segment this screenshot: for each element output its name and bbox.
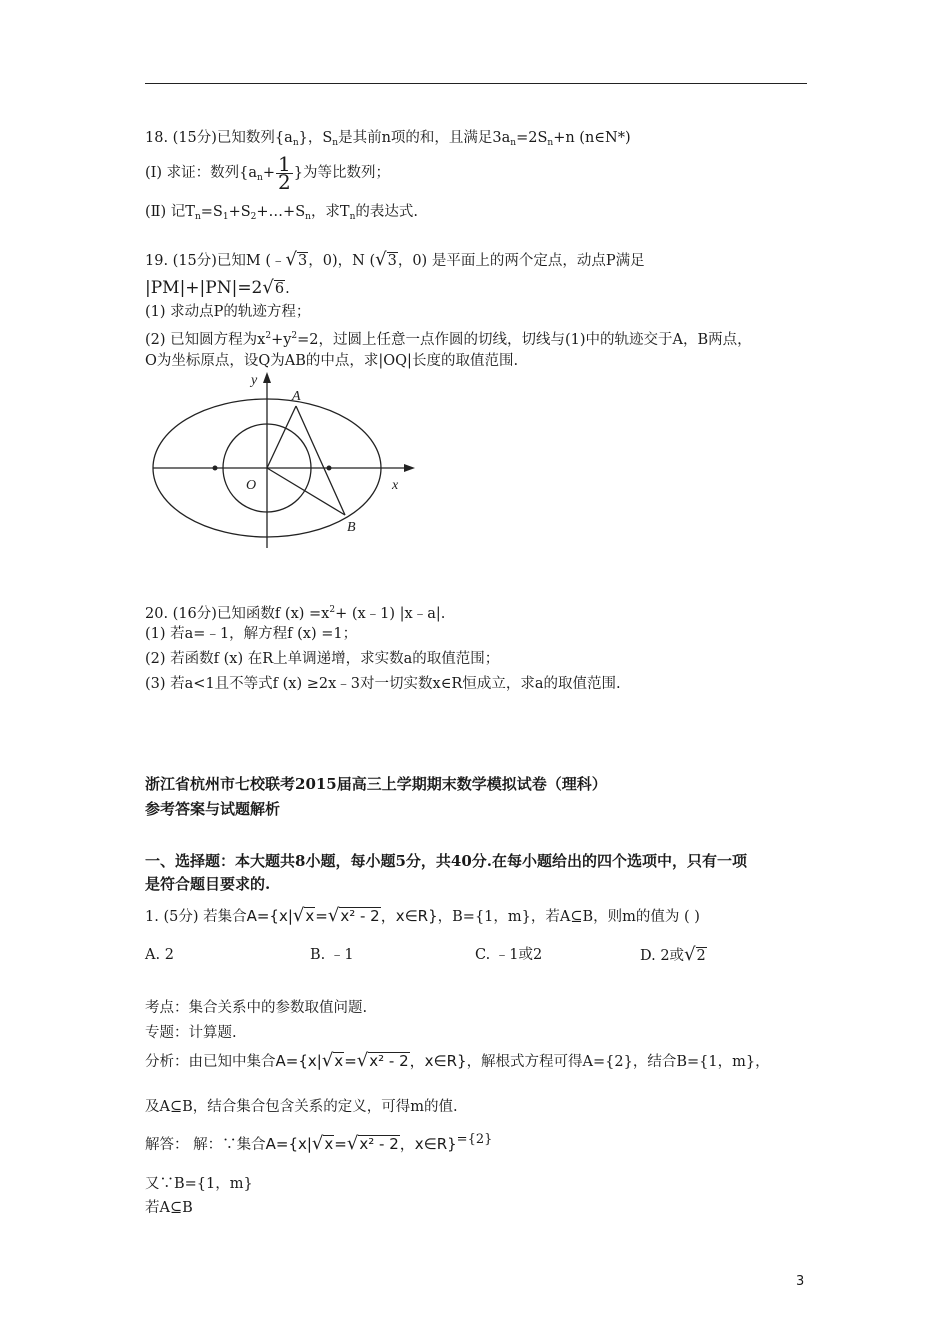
ruo-line: 若A⊆B [145,1200,193,1216]
label-a: A [292,389,301,404]
q19-line3: (1) 求动点P的轨迹方程； [145,304,311,320]
set-expression: A={x|√x=√x² - 2，x∈R} [246,905,438,926]
option-b: B. ﹣1 [310,947,354,963]
you-line: 又∵B={1，m} [145,1176,253,1192]
q18-part2: (Ⅱ) 记$T_n=S_1+S_2+\dots+S_n$，求$T_n$的表达式. [145,204,419,222]
q19-line4: (2) 已知圆方程为$x^2+y^2=2$，过圆上任意一点作圆的切线，切线与(1)中的轨迹交于A，B两点， [145,331,752,348]
y-axis-arrow [263,372,271,383]
label-y: y [251,373,258,388]
segment-oa [267,406,296,468]
fraction-one-half: $\frac{1}{2}$ [277,151,291,194]
q20-line4: (3) 若a<1且不等式f (x) ≥2x﹣3对一切实数x∈R恒成立，求a的取值范围. [145,676,621,692]
option-c: C. ﹣1或2 [475,947,543,963]
focus-right [327,466,332,471]
label-x: x [392,478,399,493]
tangent-ab [296,406,345,515]
option-d: D. 2或√2 [640,944,706,965]
q19-line2: |PM|+|PN|=2√6. [145,277,290,298]
x-axis-arrow [404,464,415,472]
answers-title: 浙江省杭州市七校联考2015届高三上学期期末数学模拟试卷（理科） [145,775,607,793]
q18-part1: (Ⅰ) 求证：数列{$a_n+$ $\frac{1}{2}$ }为等比数列； [145,151,390,194]
sqrt-3: √3 [285,249,308,270]
answers-subtitle: 参考答案与试题解析 [145,800,281,818]
focus-left [213,466,218,471]
q19-line5: O为坐标原点，设Q为AB的中点，求|OQ|长度的取值范围. [145,353,519,369]
q20-line1: 20. (16分)已知函数f $(x) =x^2+$ (x﹣1) |x﹣a|. [145,605,446,622]
fenxi-line2: 及A⊆B，结合集合包含关系的定义，可得m的值. [145,1099,458,1115]
jieda-line: 解答： 解：∵集合A={x|√x=√x² - 2，x∈R}={2} [145,1132,493,1154]
sqrt-3: √3 [375,249,397,270]
q19-line1: 19. (15分)已知M (﹣√3，0)，N (√3，0) 是平面上的两个定点，动点P满足 [145,249,645,270]
kaodian: 考点：集合关系中的参数取值问题. [145,1000,368,1016]
q18-title: 18. (15分)已知数列$\{a_n\}$，$S_n$是其前n项的和，且满足$3a_n=2S_n+n$ (n∈N*) [145,130,631,148]
q20-line3: (2) 若函数f (x) 在R上单调递增，求实数a的取值范围； [145,651,500,667]
zhuanti: 专题：计算题. [145,1025,237,1041]
section-heading-b: 是符合题目要求的. [145,875,271,893]
fenxi-line1: 分析：由已知中集合A={x|√x=√x² - 2，x∈R}，解根式方程可得A={2}，结合B={1，m}， [145,1050,770,1071]
label-o: O [246,478,257,493]
ellipse-circle-figure [145,368,420,553]
option-a: A. 2 [145,947,174,963]
sqrt-6: √6 [262,277,285,298]
q20-line2: (1) 若a=﹣1，解方程f (x) =1； [145,626,358,642]
segment-ob [267,468,345,515]
header-rule [145,83,807,84]
answer-q1-stem: 1. (5分) 若集合A={x|√x=√x² - 2，x∈R}，B={1，m}，若A⊆B，则m的值为 ( ) [145,905,700,926]
page-number: 3 [796,1274,805,1289]
section-heading-a: 一、选择题：本大题共8小题，每小题5分，共40分.在每小题给出的四个选项中，只有一项 [145,852,747,870]
label-b: B [347,520,356,535]
